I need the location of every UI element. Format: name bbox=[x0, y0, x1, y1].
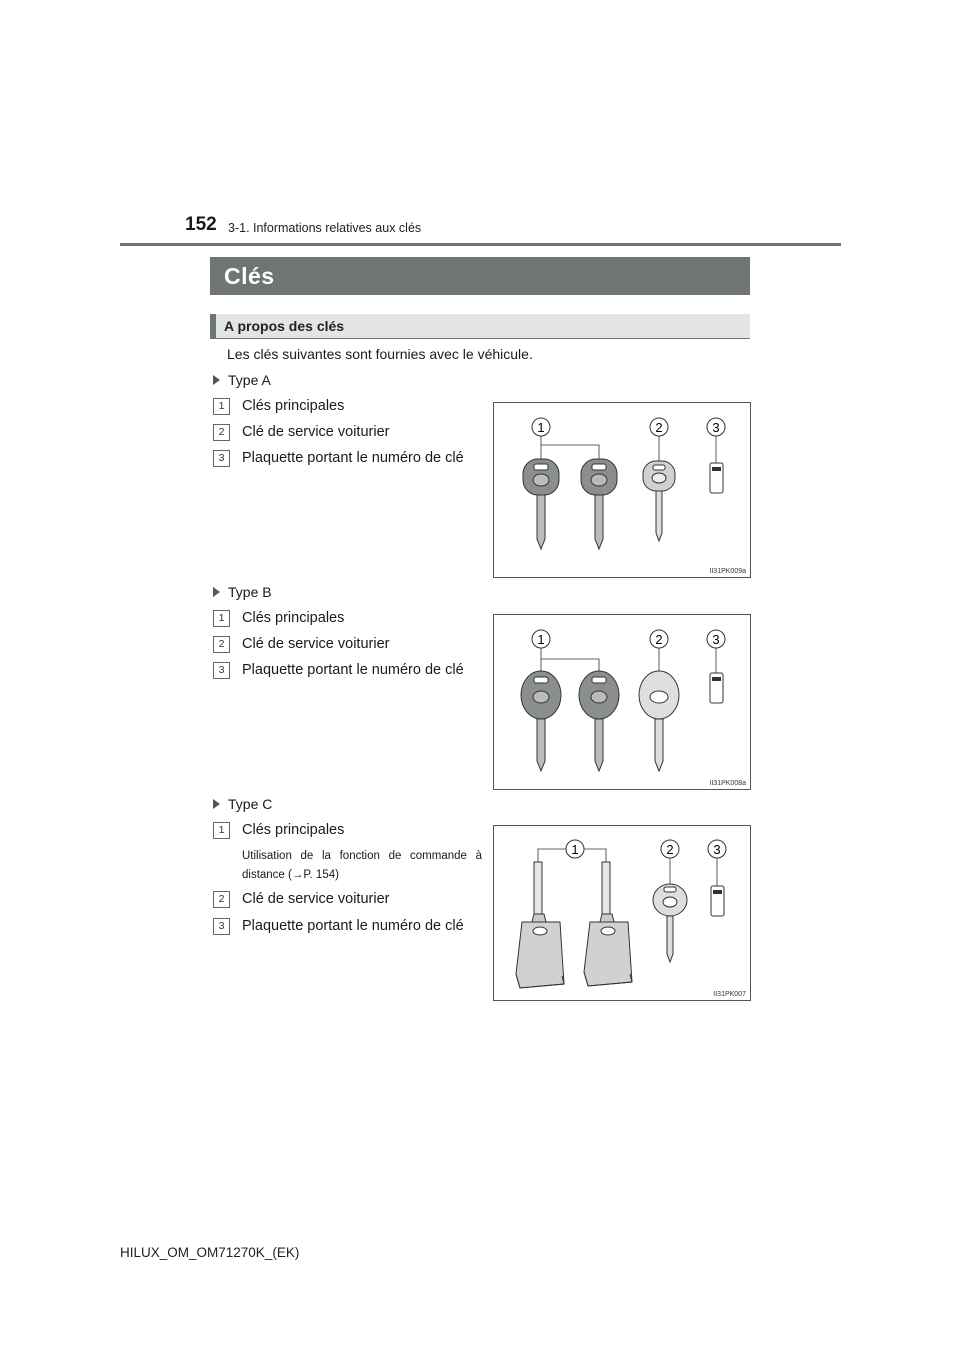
remote-key-icon bbox=[516, 862, 564, 988]
callout-label: 3 bbox=[713, 842, 721, 857]
item-number: 3 bbox=[213, 662, 230, 679]
main-key-icon bbox=[579, 671, 619, 771]
callout-label: 3 bbox=[712, 420, 720, 435]
callout-label: 3 bbox=[712, 632, 720, 647]
triangle-bullet-icon bbox=[213, 587, 220, 597]
callout-label: 2 bbox=[666, 842, 674, 857]
subsection-title: A propos des clés bbox=[224, 318, 345, 334]
figure-type-a bbox=[493, 402, 751, 578]
item-number: 1 bbox=[213, 822, 230, 839]
callout-label: 1 bbox=[537, 420, 545, 435]
header-divider bbox=[120, 243, 841, 246]
callout-label: 2 bbox=[655, 420, 663, 435]
page-title: Clés bbox=[224, 263, 275, 289]
type-c-label: Type C bbox=[228, 796, 273, 812]
triangle-bullet-icon bbox=[213, 799, 220, 809]
type-b-label: Type B bbox=[228, 584, 272, 600]
keys-illustration-type-b bbox=[494, 615, 750, 789]
section-breadcrumb: 3-1. Informations relatives aux clés bbox=[228, 221, 422, 235]
item-text: Plaquette portant le numéro de clé bbox=[242, 662, 464, 678]
key-number-plate-icon bbox=[711, 886, 724, 916]
figure-code: II31PK008a bbox=[709, 780, 746, 787]
figure-code: II31PK007 bbox=[713, 991, 746, 998]
main-key-icon bbox=[523, 459, 559, 549]
item-text: Plaquette portant le numéro de clé bbox=[242, 450, 464, 466]
subsection-accent bbox=[210, 314, 216, 338]
item-text: Clés principales bbox=[242, 610, 345, 626]
title-bar bbox=[210, 257, 750, 295]
valet-key-icon bbox=[639, 671, 679, 771]
keys-illustration-type-c bbox=[494, 826, 750, 1000]
main-key-icon bbox=[521, 671, 561, 771]
item-number: 1 bbox=[213, 610, 230, 627]
item-text: Clés principales bbox=[242, 822, 345, 838]
item-number: 3 bbox=[213, 918, 230, 935]
item-text: Clé de service voiturier bbox=[242, 424, 390, 440]
document-code-footer: HILUX_OM_OM71270K_(EK) bbox=[120, 1245, 300, 1260]
item-note: Utilisation de la fonction de commande à distance (→P. 154) bbox=[242, 850, 482, 881]
figure-code: II31PK009a bbox=[709, 568, 746, 575]
remote-key-icon bbox=[584, 862, 632, 986]
callout-label: 1 bbox=[537, 632, 545, 647]
valet-key-icon bbox=[643, 461, 675, 541]
subsection-bar bbox=[210, 314, 750, 339]
type-a-label: Type A bbox=[228, 372, 271, 388]
callout-label: 2 bbox=[655, 632, 663, 647]
type-a-heading bbox=[213, 372, 271, 388]
item-number: 2 bbox=[213, 636, 230, 653]
intro-text: Les clés suivantes sont fournies avec le véhicule. bbox=[227, 346, 533, 362]
item-text: Clé de service voiturier bbox=[242, 636, 390, 652]
figure-type-b bbox=[493, 614, 751, 790]
keys-illustration-type-a bbox=[494, 403, 750, 577]
item-number: 2 bbox=[213, 424, 230, 441]
type-b-heading bbox=[213, 584, 272, 600]
key-number-plate-icon bbox=[710, 673, 723, 703]
key-number-plate-icon bbox=[710, 463, 723, 493]
callout-label: 1 bbox=[571, 842, 579, 857]
valet-key-icon bbox=[653, 884, 687, 962]
main-key-icon bbox=[581, 459, 617, 549]
type-c-heading bbox=[213, 796, 272, 812]
item-text: Plaquette portant le numéro de clé bbox=[242, 918, 464, 934]
item-number: 2 bbox=[213, 891, 230, 908]
item-text: Clés principales bbox=[242, 398, 345, 414]
figure-type-c bbox=[493, 825, 751, 1001]
page-number: 152 bbox=[185, 214, 217, 235]
triangle-bullet-icon bbox=[213, 375, 220, 385]
item-number: 3 bbox=[213, 450, 230, 467]
item-number: 1 bbox=[213, 398, 230, 415]
item-text: Clé de service voiturier bbox=[242, 891, 390, 907]
